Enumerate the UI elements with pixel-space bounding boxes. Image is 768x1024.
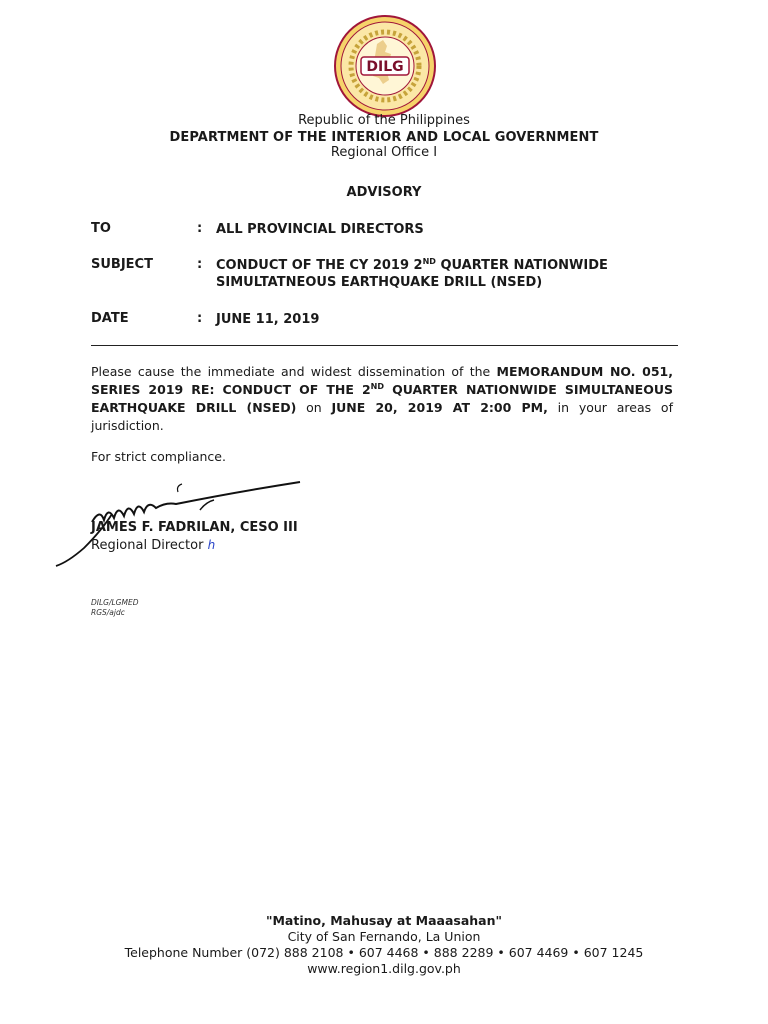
footer-motto: "Matino, Mahusay at Maaasahan" — [265, 913, 503, 928]
subject-line1-sup: ND — [422, 257, 436, 266]
seal-text: DILG — [366, 59, 404, 75]
compliance-note: For strict compliance. — [91, 449, 226, 464]
to-label: TO — [91, 221, 111, 236]
header-department: DEPARTMENT OF THE INTERIOR AND LOCAL GOVERNMENT — [169, 130, 599, 145]
subject-value — [216, 257, 608, 291]
body-p1-end: in your areas of jurisdiction. — [91, 400, 673, 433]
signatory-title — [91, 538, 215, 553]
document-type: ADVISORY — [346, 185, 422, 200]
footer-website: www.region1.dilg.gov.ph — [307, 961, 461, 976]
date-colon: : — [197, 311, 203, 326]
to-value: ALL PROVINCIAL DIRECTORS — [216, 222, 424, 237]
subject-label: SUBJECT — [91, 257, 153, 272]
to-colon: : — [197, 221, 203, 236]
body-p1-bold: MEMORANDUM NO. 051, SERIES 2019 RE: CONDUCT OF THE 2 — [91, 364, 673, 397]
footer-telephone: Telephone Number (072) 888 2108 • 607 4468 • 888 2289 • 607 4469 • 607 1245 — [124, 945, 644, 960]
footer-city: City of San Fernando, La Union — [287, 929, 481, 944]
body-p1-sup: ND — [370, 382, 384, 391]
header-republic: Republic of the Philippines — [298, 113, 470, 128]
body-paragraph — [91, 363, 673, 435]
date-value: JUNE 11, 2019 — [216, 312, 320, 327]
reference-line1: DILG/LGMED — [91, 598, 139, 607]
signatory-initials: h — [207, 538, 216, 552]
body-p1-bold3: JUNE 20, 2019 AT 2:00 PM, — [331, 400, 548, 415]
subject-line2: SIMULTATNEOUS EARTHQUAKE DRILL (NSED) — [216, 275, 543, 290]
subject-line1-b: QUARTER NATIONWIDE — [435, 258, 608, 273]
signatory-title-text: Regional Director — [91, 538, 204, 553]
subject-line1-a: CONDUCT OF THE CY 2019 2 — [216, 258, 423, 273]
subject-colon: : — [197, 257, 203, 272]
reference-line2: RGS/ajdc — [91, 608, 125, 617]
body-p1-on: on — [296, 400, 332, 415]
header-divider — [91, 345, 678, 346]
body-p1: Please cause the immediate and widest dissemination of the — [91, 364, 497, 379]
dilg-seal-logo — [333, 14, 437, 118]
date-label: DATE — [91, 311, 129, 326]
signatory-name: JAMES F. FADRILAN, CESO III — [91, 520, 298, 535]
body-p1-bold2: QUARTER NATIONWIDE SIMULTANEOUS EARTHQUAKE DRILL (NSED) — [91, 382, 673, 415]
header-office: Regional Office I — [330, 145, 438, 160]
